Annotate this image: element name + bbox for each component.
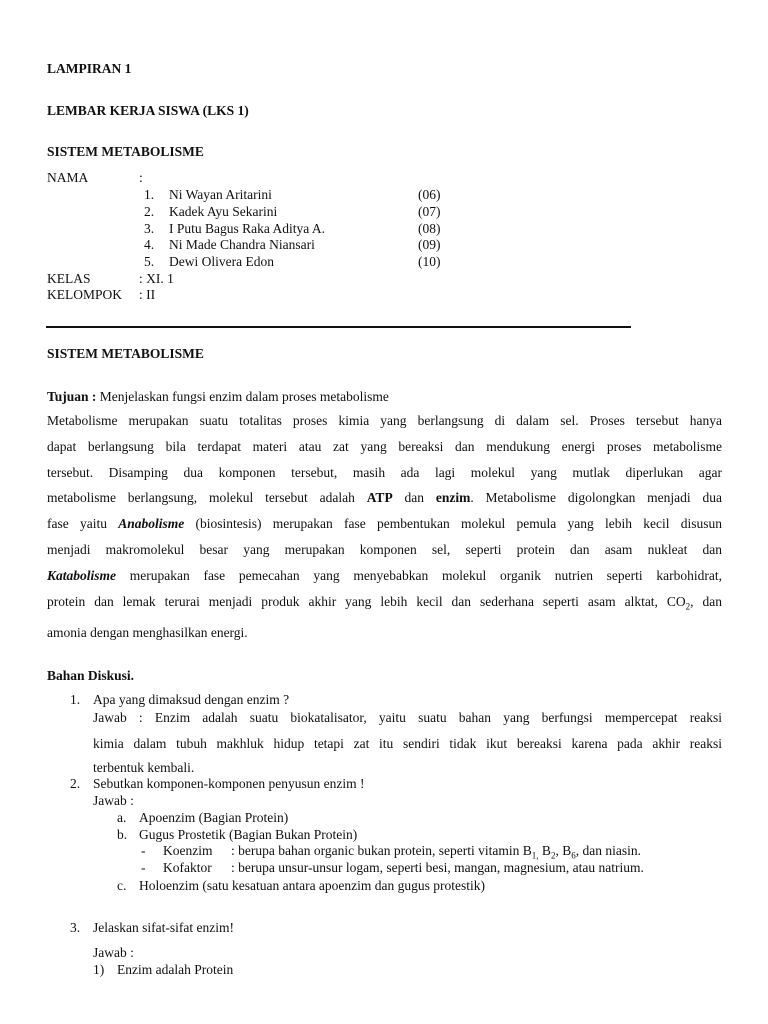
question-text: Jelaskan sifat-sifat enzim!: [93, 920, 234, 935]
kelompok-label: KELOMPOK: [47, 287, 123, 302]
atp-term: ATP: [366, 490, 393, 506]
topic-heading: SISTEM METABOLISME: [47, 144, 204, 159]
question-text: Apa yang dimaksud dengan enzim ?: [93, 692, 290, 707]
jawab-label: Jawab :: [93, 945, 134, 960]
member-name: Ni Wayan Aritarini: [169, 187, 272, 202]
member-number: 3.: [144, 221, 155, 236]
tujuan-text: Menjelaskan fungsi enzim dalam proses metabolisme: [96, 389, 389, 404]
answer-line: kimia dalam tubuh makhluk hidup tetapi zat itu sendiri tidak ikut bereaksi karena pada akhir reaksi: [93, 735, 722, 751]
paragraph-line: protein dan lemak terurai menjadi produk akhir yang lebih kecil dan sederhana seperti asam alktat, $CO_2$, dan: [47, 593, 722, 612]
paragraph-line: menjadi makromolekul besar yang merupakan komponen sel, seperti protein dan asam nukleat dan: [47, 541, 722, 557]
member-number: 4.: [144, 237, 155, 252]
paragraph-line: Metabolisme merupakan suatu totalitas proses kimia yang berlangsung di dalam sel. Proses tersebut hanya: [47, 413, 722, 428]
lks-heading: LEMBAR KERJA SISWA (LKS 1): [47, 103, 249, 118]
enzim-term: enzim: [435, 490, 471, 506]
member-name: Ni Made Chandra Niansari: [169, 237, 315, 252]
diskusi-title: Bahan Diskusi.: [47, 668, 135, 683]
member-name: Dewi Olivera Edon: [169, 254, 274, 269]
koenzim-label: Koenzim: [163, 843, 213, 858]
anabolisme-term: Anabolisme: [118, 516, 185, 532]
dash-marker: -: [141, 843, 146, 858]
lampiran-heading: LAMPIRAN 1: [47, 61, 132, 76]
kofaktor-label: Kofaktor: [163, 860, 212, 875]
member-name: Kadek Ayu Sekarini: [169, 204, 278, 219]
kelas-value: : XI. 1: [139, 271, 174, 286]
member-name: I Putu Bagus Raka Aditya A.: [169, 221, 325, 236]
member-absen: (09): [418, 237, 441, 252]
question-text: Sebutkan komponen-komponen penyusun enzim !: [93, 776, 365, 791]
paragraph-line: amonia dengan menghasilkan energi.: [47, 625, 248, 641]
member-absen: (06): [418, 187, 441, 202]
answer-line: terbentuk kembali.: [93, 760, 195, 775]
kofaktor-text: : berupa unsur-unsur logam, seperti besi, mangan, magnesium, atau natrium.: [231, 860, 644, 875]
paragraph-line: fase yaitu Anabolisme (biosintesis) merupakan fase pembentukan molekul pemula yang lebih kecil disusun: [47, 516, 722, 532]
list-marker: 1): [93, 962, 105, 977]
paragraph-line: dapat berlangsung bila terdapat materi atau zat yang bereaksi dan mendukung energi proses metabolisme: [47, 438, 722, 454]
question-number: 2.: [70, 776, 81, 791]
list-marker: a.: [117, 810, 127, 825]
nama-colon: :: [139, 170, 143, 185]
member-number: 5.: [144, 254, 155, 269]
koenzim-text: : berupa bahan organic bukan protein, seperti vitamin $B_{1,}$ $B_2$, $B_6$, dan niasin.: [231, 843, 641, 861]
member-absen: (08): [418, 221, 441, 236]
paragraph-line: metabolisme berlangsung, molekul tersebut adalah ATP dan enzim. Metabolisme digolongkan menjadi dua: [47, 490, 722, 506]
list-marker: c.: [117, 878, 127, 893]
section-title: SISTEM METABOLISME: [47, 346, 204, 361]
nama-label: NAMA: [47, 170, 89, 185]
answer-paragraph: [93, 705, 722, 757]
list-item: Enzim adalah Protein: [117, 962, 234, 977]
member-number: 1.: [144, 187, 155, 202]
jawab-label: Jawab :: [93, 793, 134, 808]
dash-marker: -: [141, 860, 146, 875]
tujuan-label: Tujuan :: [47, 389, 97, 404]
member-absen: (07): [418, 204, 441, 219]
member-number: 2.: [144, 204, 155, 219]
question-number: 3.: [70, 920, 81, 935]
list-item: Apoenzim (Bagian Protein): [139, 810, 289, 825]
question-number: 1.: [70, 692, 81, 707]
answer-line: Jawab : Enzim adalah suatu biokatalisator, yaitu suatu bahan yang berfungsi mempercepat reaksi: [93, 710, 722, 725]
kelompok-value: : II: [139, 287, 156, 302]
list-item: Gugus Prostetik (Bagian Bukan Protein): [139, 827, 358, 842]
horizontal-rule: [46, 326, 631, 328]
katabolisme-term: Katabolisme: [47, 567, 117, 583]
list-item: Holoenzim (satu kesatuan antara apoenzim dan gugus protestik): [139, 878, 486, 893]
tujuan-line: [47, 389, 389, 405]
member-absen: (10): [418, 254, 441, 269]
list-marker: b.: [117, 827, 128, 842]
kelas-label: KELAS: [47, 271, 91, 286]
paragraph-line: tersebut. Disamping dua komponen tersebut, masih ada lagi molekul yang mutlak diperlukan agar: [47, 464, 722, 480]
metabolisme-paragraph: [47, 408, 722, 646]
paragraph-line: Katabolisme merupakan fase pemecahan yang menyebabkan molekul organik nutrien seperti karbohidrat,: [47, 567, 722, 583]
